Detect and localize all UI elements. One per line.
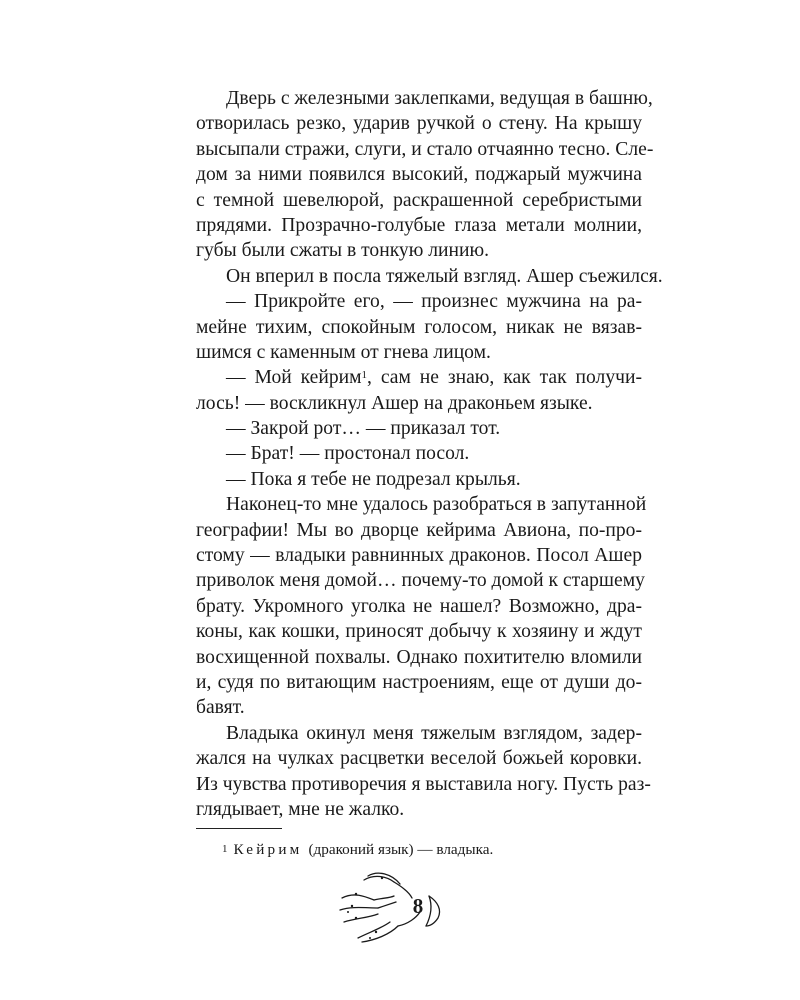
text-line: и, судя по витающим настроениям, еще от души до-: [196, 671, 642, 693]
footnote-reference[interactable]: 1: [361, 369, 368, 382]
text-line: лось! — воскликнул Ашер на драконьем языке.: [196, 392, 593, 414]
text-line: коны, как кошки, приносят добычу к хозяину и ждут: [196, 621, 642, 643]
text-line: шимся с каменным от гнева лицом.: [196, 341, 491, 363]
footnote-text: (драконий язык) — владыка.: [308, 841, 494, 858]
text-line: географии! Мы во дворце кейрима Авиона, по-про-: [196, 519, 642, 541]
text-line: мейне тихим, спокойным голосом, никак не вязав-: [196, 316, 642, 338]
text-line: восхищенной похвалы. Однако похитителю вломили: [196, 646, 642, 668]
footnote-number: 1: [222, 843, 228, 855]
page-number-ornament: [334, 868, 446, 954]
text-line: [196, 365, 642, 390]
text-line: Дверь с железными заклепками, ведущая в башню,: [226, 88, 653, 109]
text-line: бавят.: [196, 697, 245, 719]
text-fragment: , сам не знаю, как так получи-: [367, 367, 642, 389]
text-line: дом за ними появился высокий, поджарый мужчина: [196, 164, 642, 186]
text-line: губы были сжаты в тонкую линию.: [196, 240, 490, 262]
text-line: с темной шевелюрой, раскрашенной серебристыми: [196, 189, 642, 211]
body-text: [196, 86, 663, 822]
text-line: отворилась резко, ударив ручкой о стену. На крышу: [196, 113, 642, 135]
text-line: — Прикройте его, — произнес мужчина на ра-: [226, 291, 642, 313]
text-line: брату. Укромного уголка не нашел? Возможно, дра-: [196, 595, 642, 617]
text-fragment: — Мой кейрим: [226, 367, 362, 389]
text-line: Он вперил в посла тяжелый взгляд. Ашер съежился.: [226, 265, 663, 287]
footnote-term: Кейрим: [233, 841, 303, 858]
text-line: Наконец-то мне удалось разобраться в запутанной: [226, 494, 647, 516]
text-line: прядями. Прозрачно-голубые глаза метали молнии,: [196, 214, 642, 236]
footnote-divider: [196, 828, 282, 829]
text-line: высыпали стражи, слуги, и стало отчаянно тесно. Сле-: [196, 138, 654, 160]
text-line: Из чувства противоречия я выставила ногу. Пусть раз-: [196, 773, 651, 795]
text-line: — Закрой рот… — приказал тот.: [226, 418, 501, 440]
footnote: [222, 840, 493, 860]
text-line: — Брат! — простонал посол.: [226, 443, 470, 465]
text-line: жался на чулках расцветки веселой божьей коровки.: [196, 748, 642, 770]
text-line: стому — владыки равнинных драконов. Посол Ашер: [196, 545, 642, 567]
dragon-claw-icon: [334, 868, 446, 954]
text-line: приволок меня домой… почему-то домой к старшему: [196, 570, 645, 592]
text-line: — Пока я тебе не подрезал крылья.: [226, 468, 521, 490]
text-line: Владыка окинул меня тяжелым взглядом, задер-: [226, 722, 642, 744]
page-number: 8: [412, 894, 424, 918]
text-line: глядывает, мне не жалко.: [196, 798, 405, 820]
